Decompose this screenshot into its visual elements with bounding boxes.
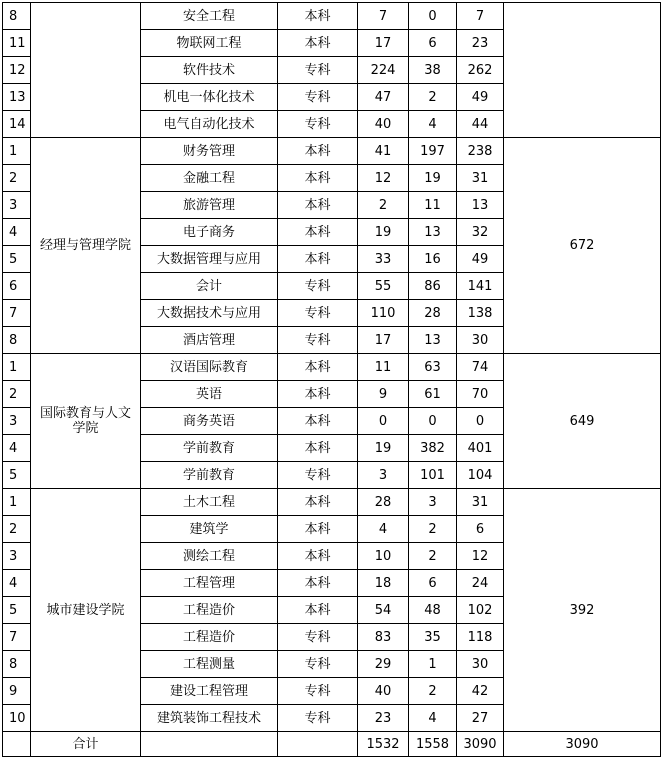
count-total: 0 — [457, 408, 504, 435]
major-name: 建设工程管理 — [141, 678, 278, 705]
count-a: 17 — [358, 327, 409, 354]
row-number: 3 — [3, 192, 31, 219]
major-name: 安全工程 — [141, 3, 278, 30]
count-b: 2 — [409, 678, 457, 705]
count-a: 7 — [358, 3, 409, 30]
row-number: 7 — [3, 300, 31, 327]
table-row — [3, 138, 661, 165]
row-number: 4 — [3, 435, 31, 462]
count-b: 48 — [409, 597, 457, 624]
count-a: 2 — [358, 192, 409, 219]
row-number: 8 — [3, 651, 31, 678]
degree-level: 专科 — [278, 111, 358, 138]
count-total: 70 — [457, 381, 504, 408]
degree-level: 本科 — [278, 30, 358, 57]
row-number: 1 — [3, 489, 31, 516]
degree-level: 本科 — [278, 597, 358, 624]
college-total: 672 — [504, 138, 661, 354]
count-a: 9 — [358, 381, 409, 408]
count-b: 0 — [409, 408, 457, 435]
count-b: 61 — [409, 381, 457, 408]
count-b: 6 — [409, 570, 457, 597]
count-b: 0 — [409, 3, 457, 30]
row-number: 2 — [3, 165, 31, 192]
row-number: 8 — [3, 327, 31, 354]
table-body — [3, 3, 661, 757]
major-name: 电子商务 — [141, 219, 278, 246]
row-number: 14 — [3, 111, 31, 138]
major-name: 酒店管理 — [141, 327, 278, 354]
major-name: 工程测量 — [141, 651, 278, 678]
count-total: 238 — [457, 138, 504, 165]
count-a: 29 — [358, 651, 409, 678]
count-a: 17 — [358, 30, 409, 57]
count-b: 2 — [409, 84, 457, 111]
major-name: 会计 — [141, 273, 278, 300]
count-total: 74 — [457, 354, 504, 381]
row-number: 8 — [3, 3, 31, 30]
count-total: 32 — [457, 219, 504, 246]
row-number: 6 — [3, 273, 31, 300]
degree-level: 本科 — [278, 516, 358, 543]
major-name: 金融工程 — [141, 165, 278, 192]
degree-level: 本科 — [278, 219, 358, 246]
college-total — [504, 3, 661, 138]
count-a: 33 — [358, 246, 409, 273]
major-name: 电气自动化技术 — [141, 111, 278, 138]
count-total: 31 — [457, 489, 504, 516]
summary-b: 1558 — [409, 732, 457, 757]
count-a: 54 — [358, 597, 409, 624]
count-total: 262 — [457, 57, 504, 84]
row-number: 10 — [3, 705, 31, 732]
table-row — [3, 354, 661, 381]
row-number: 4 — [3, 570, 31, 597]
degree-level: 专科 — [278, 462, 358, 489]
row-number: 12 — [3, 57, 31, 84]
row-number: 1 — [3, 138, 31, 165]
count-total: 138 — [457, 300, 504, 327]
degree-level: 本科 — [278, 570, 358, 597]
count-a: 55 — [358, 273, 409, 300]
row-number: 2 — [3, 381, 31, 408]
major-name: 土木工程 — [141, 489, 278, 516]
degree-level: 专科 — [278, 624, 358, 651]
row-number: 5 — [3, 462, 31, 489]
major-name: 旅游管理 — [141, 192, 278, 219]
count-a: 83 — [358, 624, 409, 651]
count-b: 11 — [409, 192, 457, 219]
major-name: 英语 — [141, 381, 278, 408]
row-number: 5 — [3, 246, 31, 273]
row-number: 2 — [3, 516, 31, 543]
college-name — [31, 3, 141, 138]
count-b: 38 — [409, 57, 457, 84]
count-b: 63 — [409, 354, 457, 381]
count-a: 11 — [358, 354, 409, 381]
college-total: 649 — [504, 354, 661, 489]
row-number: 1 — [3, 354, 31, 381]
summary-blank — [3, 732, 31, 757]
major-name: 测绘工程 — [141, 543, 278, 570]
count-total: 42 — [457, 678, 504, 705]
degree-level: 专科 — [278, 705, 358, 732]
count-b: 382 — [409, 435, 457, 462]
count-a: 19 — [358, 219, 409, 246]
degree-level: 专科 — [278, 678, 358, 705]
count-a: 4 — [358, 516, 409, 543]
count-total: 24 — [457, 570, 504, 597]
count-a: 0 — [358, 408, 409, 435]
count-a: 41 — [358, 138, 409, 165]
major-name: 学前教育 — [141, 435, 278, 462]
count-b: 4 — [409, 705, 457, 732]
enrollment-table — [2, 2, 661, 757]
degree-level: 专科 — [278, 327, 358, 354]
count-b: 4 — [409, 111, 457, 138]
major-name: 工程造价 — [141, 597, 278, 624]
count-b: 16 — [409, 246, 457, 273]
count-total: 49 — [457, 246, 504, 273]
degree-level: 专科 — [278, 57, 358, 84]
count-a: 19 — [358, 435, 409, 462]
major-name: 汉语国际教育 — [141, 354, 278, 381]
college-total: 392 — [504, 489, 661, 732]
count-a: 47 — [358, 84, 409, 111]
major-name: 工程管理 — [141, 570, 278, 597]
degree-level: 本科 — [278, 381, 358, 408]
row-number: 4 — [3, 219, 31, 246]
count-b: 28 — [409, 300, 457, 327]
count-b: 2 — [409, 516, 457, 543]
row-number: 11 — [3, 30, 31, 57]
degree-level: 本科 — [278, 165, 358, 192]
count-a: 10 — [358, 543, 409, 570]
degree-level: 本科 — [278, 138, 358, 165]
count-a: 40 — [358, 678, 409, 705]
count-a: 3 — [358, 462, 409, 489]
major-name: 机电一体化技术 — [141, 84, 278, 111]
table-row — [3, 489, 661, 516]
major-name: 建筑学 — [141, 516, 278, 543]
row-number: 13 — [3, 84, 31, 111]
count-total: 30 — [457, 327, 504, 354]
count-a: 12 — [358, 165, 409, 192]
count-a: 110 — [358, 300, 409, 327]
count-b: 101 — [409, 462, 457, 489]
count-a: 18 — [358, 570, 409, 597]
college-name: 国际教育与人文学院 — [31, 354, 141, 489]
major-name: 财务管理 — [141, 138, 278, 165]
degree-level: 专科 — [278, 273, 358, 300]
degree-level: 本科 — [278, 354, 358, 381]
count-b: 2 — [409, 543, 457, 570]
major-name: 大数据管理与应用 — [141, 246, 278, 273]
major-name: 大数据技术与应用 — [141, 300, 278, 327]
degree-level: 本科 — [278, 192, 358, 219]
count-a: 23 — [358, 705, 409, 732]
summary-blank — [278, 732, 358, 757]
row-number: 5 — [3, 597, 31, 624]
summary-total: 3090 — [504, 732, 661, 757]
major-name: 商务英语 — [141, 408, 278, 435]
college-name: 经理与管理学院 — [31, 138, 141, 354]
count-total: 49 — [457, 84, 504, 111]
major-name: 软件技术 — [141, 57, 278, 84]
count-b: 19 — [409, 165, 457, 192]
summary-blank — [141, 732, 278, 757]
major-name: 物联网工程 — [141, 30, 278, 57]
row-number: 9 — [3, 678, 31, 705]
row-number: 7 — [3, 624, 31, 651]
major-name: 建筑装饰工程技术 — [141, 705, 278, 732]
count-total: 27 — [457, 705, 504, 732]
count-a: 40 — [358, 111, 409, 138]
count-b: 35 — [409, 624, 457, 651]
degree-level: 专科 — [278, 84, 358, 111]
count-b: 13 — [409, 327, 457, 354]
count-b: 6 — [409, 30, 457, 57]
degree-level: 专科 — [278, 651, 358, 678]
count-b: 3 — [409, 489, 457, 516]
degree-level: 本科 — [278, 3, 358, 30]
count-total: 118 — [457, 624, 504, 651]
count-b: 197 — [409, 138, 457, 165]
summary-a: 1532 — [358, 732, 409, 757]
row-number: 3 — [3, 543, 31, 570]
college-name: 城市建设学院 — [31, 489, 141, 732]
count-total: 401 — [457, 435, 504, 462]
major-name: 学前教育 — [141, 462, 278, 489]
degree-level: 本科 — [278, 408, 358, 435]
degree-level: 本科 — [278, 489, 358, 516]
count-total: 141 — [457, 273, 504, 300]
degree-level: 本科 — [278, 435, 358, 462]
count-total: 104 — [457, 462, 504, 489]
count-total: 31 — [457, 165, 504, 192]
count-total: 12 — [457, 543, 504, 570]
summary-row — [3, 732, 661, 757]
degree-level: 本科 — [278, 543, 358, 570]
summary-label: 合计 — [31, 732, 141, 757]
count-b: 1 — [409, 651, 457, 678]
count-total: 7 — [457, 3, 504, 30]
count-b: 13 — [409, 219, 457, 246]
count-total: 6 — [457, 516, 504, 543]
count-a: 224 — [358, 57, 409, 84]
degree-level: 专科 — [278, 300, 358, 327]
count-b: 86 — [409, 273, 457, 300]
count-total: 44 — [457, 111, 504, 138]
major-name: 工程造价 — [141, 624, 278, 651]
count-a: 28 — [358, 489, 409, 516]
degree-level: 本科 — [278, 246, 358, 273]
count-total: 102 — [457, 597, 504, 624]
count-total: 30 — [457, 651, 504, 678]
count-total: 23 — [457, 30, 504, 57]
summary-c: 3090 — [457, 732, 504, 757]
table-row — [3, 3, 661, 30]
row-number: 3 — [3, 408, 31, 435]
count-total: 13 — [457, 192, 504, 219]
